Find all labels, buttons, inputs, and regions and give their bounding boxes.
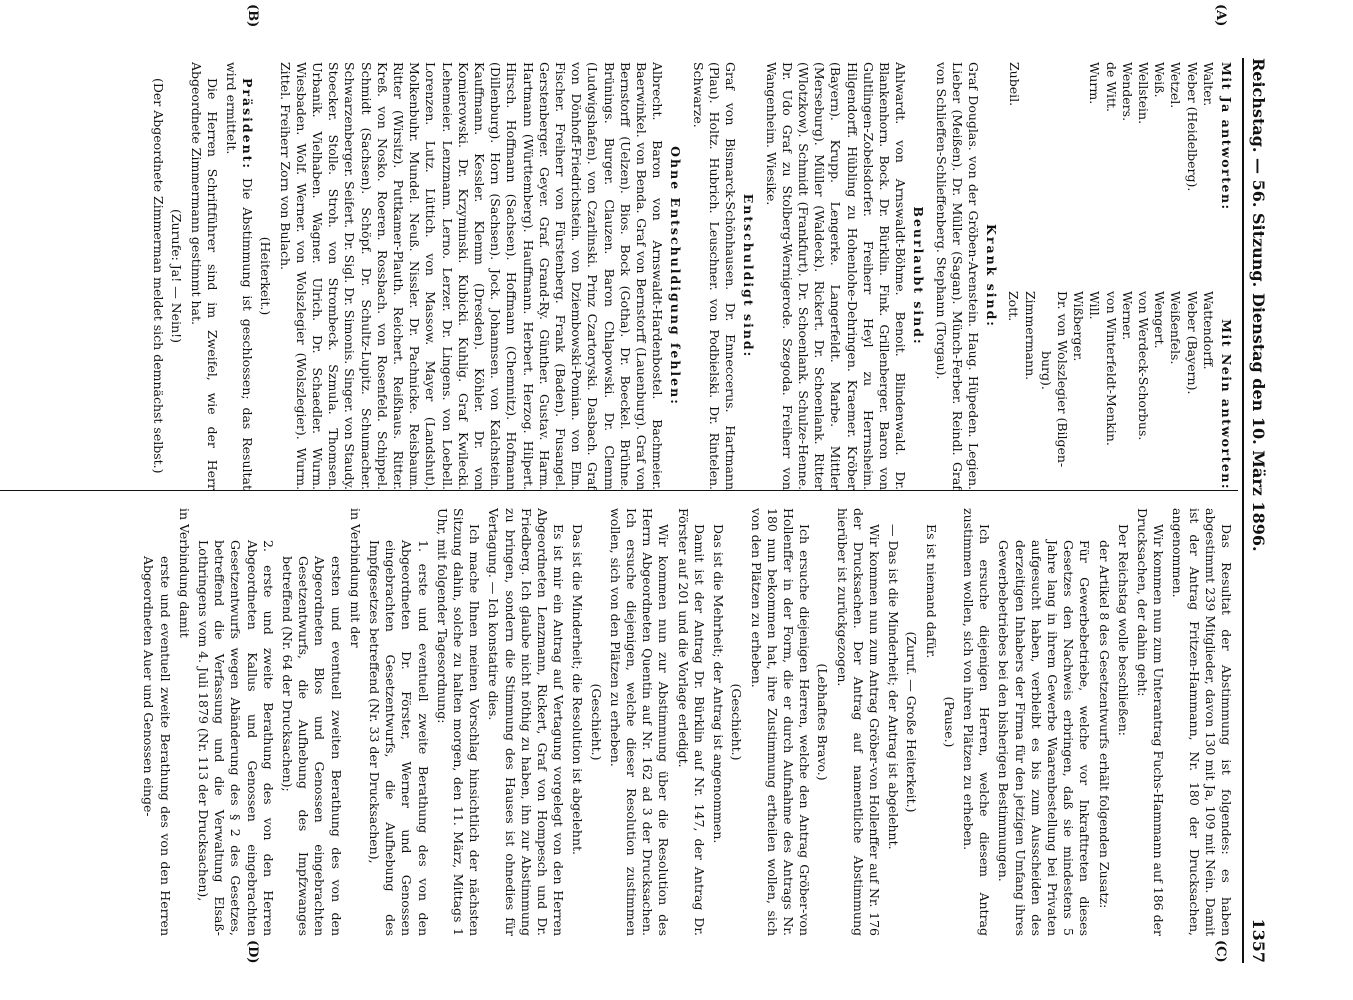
yes-name: Weber (Heidelberg). (1184, 62, 1200, 192)
paragraph: Ich mache Ihnen meinen Vorschlag hinsichtlich der nächsten Sitzung dahin, solche zu halten morgen, den 11. März, Mittags 1 Uhr, mit folgender Tagesordnung: (434, 508, 483, 936)
paragraph: Es ist niemand dafür. (923, 524, 939, 659)
no-name: Dr. von Wolszlegier (Bilgen- (1054, 291, 1070, 468)
vote-headers (1218, 62, 1234, 490)
interjection: (Zuruf. — Große Heiterkeit.) (904, 631, 920, 813)
paragraph: Die Herren Schriftführer sind im Zweifel, wie der Herr Abgeordnete Zimmermann gestimmt hat. (188, 62, 220, 490)
column-divider (0, 490, 1238, 491)
paragraph: Wir kommen nun zum Antrag Gröber-von Hollenffer auf Nr. 176 der Drucksachen. Der Antrag auf namentliche Abstimmung hierüber ist zurückgezogen. (834, 508, 882, 936)
leave-list: Ahlwardt. von Arnswaldt-Böhme. Benoit. Blindenwald. Dr. Blankenhorn. Bock. Dr. Bürklin. Fink. Grillenberger. Baron von Gultlingen-Zobelsdorfer. Freiherr Heyl zu Herrnsheim. Hilgendorff. Hübling zu Hohenlohe-Dehringen. Kraemer. Kröber (Bayern). Krupp. Lengerke. Langerfeldt. Marbe. Mittler (Merseburg). Müller (Waldeck). Rickert. Dr. Schoenlank. Ritter (Wlotzkow). Schmidt (Frankfurt). Dr. Schoenlank. Schulze-Henne. Dr. Udo Graf zu Stolberg-Wernigerode. Szegoda. Freiherr von Wangenheim. Wiesike. (763, 62, 909, 490)
speaker-label: Präsident: (240, 78, 256, 171)
no-name: Zimmermann. (1022, 291, 1038, 381)
no-name: Will. (1087, 291, 1103, 320)
interjection: (Zurufe: Ja! — Nein!) (169, 208, 185, 344)
yes-name: Wenders. (1119, 62, 1135, 122)
missing-header: Ohne Entschuldigung fehlen: (668, 146, 684, 406)
no-name: Weber (Bayern). (1184, 291, 1200, 395)
paragraph: — Das ist die Minderheit; der Antrag ist abgelehnt. (886, 524, 902, 850)
paragraph: Ich ersuche diejenigen Herren, welche diesem Antrag zustimmen wollen, sich von ihren Plätzen zu erheben. (960, 508, 993, 936)
interjection: (Lebhaftes Bravo.) (815, 663, 831, 781)
sick-list: Graf Douglas. von der Gröben-Arenstein. Haug. Hüpeden. Legien. Lieber (Meißen). Dr. Müller (Sagan). Münch-Ferber. Reindl. Graf von Schlieffen-Schlieffenberg. Stephann (Torgau). (933, 62, 981, 490)
paragraph: Damit ist der Antrag Dr. Bürklin auf Nr. 147, der Antrag Dr. Förster auf 201 und die Vorlage erledigt. (675, 508, 707, 936)
yes-name: Wellstein. (1135, 62, 1151, 125)
paragraph: Wir kommen nun zum Unterantrag Fuchs-Hammann auf 186 der Drucksachen, der dahin geht: (1134, 508, 1167, 936)
paragraph: Für Gewerbebetriebe, welche vor Inkrafttreten dieses Gesetzes den Nachweis erbringen, daß sie mindestens 5 Jahre lang in ihrem Gewerbe Waarenbestellung bei Privaten aufgesucht haben, verbleibt es bis zum Ausscheiden des derzeitigen Inhabers der Firma für den jetzigen Umfang ihres Gewerbebetriebes bei den bisherigen Bestimmungen. (996, 540, 1093, 936)
no-name: burg). (1038, 351, 1054, 390)
page-header (1242, 58, 1270, 963)
excused-header: Entschuldigt sind: (741, 193, 757, 359)
header-date: Dienstag den 10. März 1896. (1249, 293, 1268, 552)
leave-header: Beurlaubt sind: (911, 206, 927, 346)
no-name: Werner. (1119, 291, 1135, 341)
agenda-item: ersten und eventuell zweiten Berathung des von den Abgeordneten Blos und Genossen eingebrachten Gesetzentwurfs, die Aufhebung des Impfzwanges betreffend (Nr. 64 der Drucksachen); (280, 556, 344, 936)
excused-list: Graf von Bismarck-Schönhausen. Dr. Enneccerus. Hartmann (Plau). Holtz. Hubrich. Leuschner. von Podbielski. Dr. Rintelen. Schwarze. (690, 62, 739, 490)
no-name: von Winterfeldt-Menkin. (1103, 291, 1119, 446)
margin-mark-d: (D) (245, 940, 260, 964)
interjection: (Heiterkeit.) (258, 236, 274, 316)
no-name: Wißberger. (1071, 291, 1087, 362)
no-name: Weißenfels. (1168, 291, 1184, 365)
paragraph: Ich ersuche diejenigen Herren, welche den Antrag Gröber-von Hollenffer in der Form, die er durch Aufnahme des Antrags Nr. 180 nun bekommen hat, ihre Zustimmung ertheilen wollen, sich von den Plätzen zu erheben. (748, 508, 813, 936)
margin-mark-a: (A) (1213, 4, 1228, 27)
header-session: Reichstag. — 56. Sitzung. (1249, 58, 1268, 288)
margin-mark-b: (B) (245, 4, 260, 28)
left-column (0, 62, 1234, 490)
yes-name: Weiß. (1152, 62, 1168, 98)
paragraph: Das ist die Minderheit; die Resolution ist abgelehnt. (570, 524, 586, 856)
yes-list (1005, 62, 1216, 261)
right-column (0, 508, 1234, 936)
yes-name: de Witt. (1103, 62, 1119, 113)
yes-name: Zubeil. (1007, 62, 1023, 107)
interjection: (Geschieht.) (588, 683, 604, 761)
yes-header: Mit Ja antworten: (1219, 62, 1234, 211)
paragraph: Das ist die Mehrheit; der Antrag ist angenommen. (711, 524, 727, 844)
paragraph: der Artikel 8 des Gesetzentwurfs erhält folgenden Zusatz: (1096, 540, 1112, 909)
paragraph: Es ist mir ein Antrag auf Vertagung vorgelegt von den Herren Abgeordneten Lenzmann, Rickert, Graf von Hompesch und Dr. Friedberg. Ich glaube nicht nöthig zu haben, ihn zur Abstimmung zu bringen, sondern die Stimmung des Hauses ist ohnedies für Vertagung. — Ich konstatire dies. (486, 508, 567, 936)
no-name: Zott. (1006, 291, 1022, 322)
no-name: Wengert. (1152, 291, 1168, 349)
vote-lists (1005, 62, 1216, 490)
no-list (1005, 261, 1216, 490)
interjection: (Geschieht.) (729, 683, 745, 761)
paragraph: in Verbindung mit der (347, 508, 363, 648)
no-header: Mit Nein antworten: (1219, 319, 1234, 490)
agenda-item: 2. erste und zweite Berathung des von den Herren Abgeordneten Kallus und Genossen eingebrachten Gesetzentwurfs wegen Abänderung des § 2 des Gesetzes, betreffend die Verfassung und die Verwaltung Elsaß-Lothringens vom 4. Juli 1879 (Nr. 113 der Drucksachen), (196, 540, 276, 936)
agenda-item: 1. erste und eventuell zweite Berathung des von den Abgeordneten Dr. Förster, Werner und Genossen eingebrachten Gesetzentwurfs, die Aufhebung des Impfgesetzes betreffend (Nr. 33 der Drucksachen), (367, 540, 431, 936)
president-text: Die Abstimmung ist geschlossen; das Resultat wird ermittelt. (224, 62, 256, 490)
agenda-item: erste und eventuell zweite Berathung des von den Herren Abgeordneten Auer und Genossen einge- (141, 556, 173, 936)
paragraph: Wir kommen nun zur Abstimmung über die Resolution des Herrn Abgeordneten Quentin auf Nr. 162 ad 3 der Drucksachen. Ich ersuche diejenigen, welche dieser Resolution zustimmen wollen, sich von den Plätzen zu erheben. (607, 508, 672, 936)
yes-name: Wetzel. (1168, 62, 1184, 109)
paragraph: Der Reichstag wolle beschließen: (1115, 524, 1131, 736)
missing-list: Albrecht. Baron von Arnswaldt-Hardenbostel. Bachmeier. Baerwinkel. von Benda. Graf von Bernstorff (Lauenburg). Graf von Bernstorff (Uelzen). Bios. Bock (Gotha). Dr. Boeckel. Brühne. Brünings. Burger. Clauzen. Baron Chlapowski. Dr. Clemm (Ludwigshafen). von Czarlinski. Prinz Czartoryski. Dasbach. Graf von Dönhoff-Friedrichstein. von Dziembowski-Pomian. von Elm. Fischer. Freiherr von Fürstenberg. Frank (Baden). Fusangel. Gerstenberger. Geyer. Graf. Grand-Ry. Günther. Gustav. Harm. Hartmann (Württemberg). Hauffmann. Herbert. Herzog. Hilpert. Hirsch. Hoffmann (Sachsen). Hoffmann (Chemnitz). Hofmann (Dillenburg). Horn (Sachsen). Jock. Johannsen. von Kalchstein. Kauffmann. Kessler. Klemm (Dresden). Köhler. Dr. von Komierowski. Dr. Krzyminski. Kubicki. Kuhlig. Graf Kwilecki. Lehemeier. Lenzmann. Lerno. Lerzer. Dr. Lingens. von Loebell. Lorenzen. Lutz. Lüttich. von Massow. Mayer (Landshut). Molkenbuhr. Mundel. Neuß. Nissler. Dr. Pachnicke. Reisbaum. Ritter (Wirsitz). Puttkamer-Plauth. Reichert. Reißhaus. Ritter. Kreß. von Nosko. Roeren. Rossbach. von Rosenfeld. Schippel. Schmidt (Sachsen). Schöpf. Dr. Schultz-Lupitz. Schumacher. Schwarzenberger. Seifert. Dr. Sigl. Dr. Simonis. Singer. von Staudy. Stoecker. Stolle. Stroh. von Strombeck. Szmula. Thomsen. Urbanik. Vielhaben. Wagner. Ulrich. Dr. Schaedler. Wurm. Wiesbaden. Wolf. Werner. von Wolszlegier (Wolszlegier). Wurm. Zittel. Freiherr Zorn von Bulach. (277, 62, 666, 490)
spacer (1022, 62, 1086, 261)
no-name: von Werdeck-Schorbus. (1135, 291, 1151, 441)
paragraph: (Der Abgeordnete Zimmerman meldet sich demnächst selbst.) (151, 78, 167, 474)
paragraph: Das Resultat der Abstimmung ist folgendes: es haben abgestimmt 239 Mitglieder, davon 130 mit Ja, 109 mit Nein. Damit ist der Antrag Fritzen-Hammann, Nr. 180 der Drucksachen, angenommen. (1170, 508, 1234, 936)
sick-header: Krank sind: (984, 224, 1000, 328)
no-name: Wattendorff. (1200, 291, 1216, 370)
paragraph: in Verbindung damit (176, 508, 192, 638)
yes-name: Wurm. (1087, 62, 1103, 105)
interjection: (Pause.) (941, 696, 957, 748)
margin-mark-c: (C) (1213, 940, 1228, 963)
president-statement (223, 62, 255, 490)
yes-name: Walter. (1200, 62, 1216, 107)
page-number: 1357 (1249, 918, 1268, 963)
